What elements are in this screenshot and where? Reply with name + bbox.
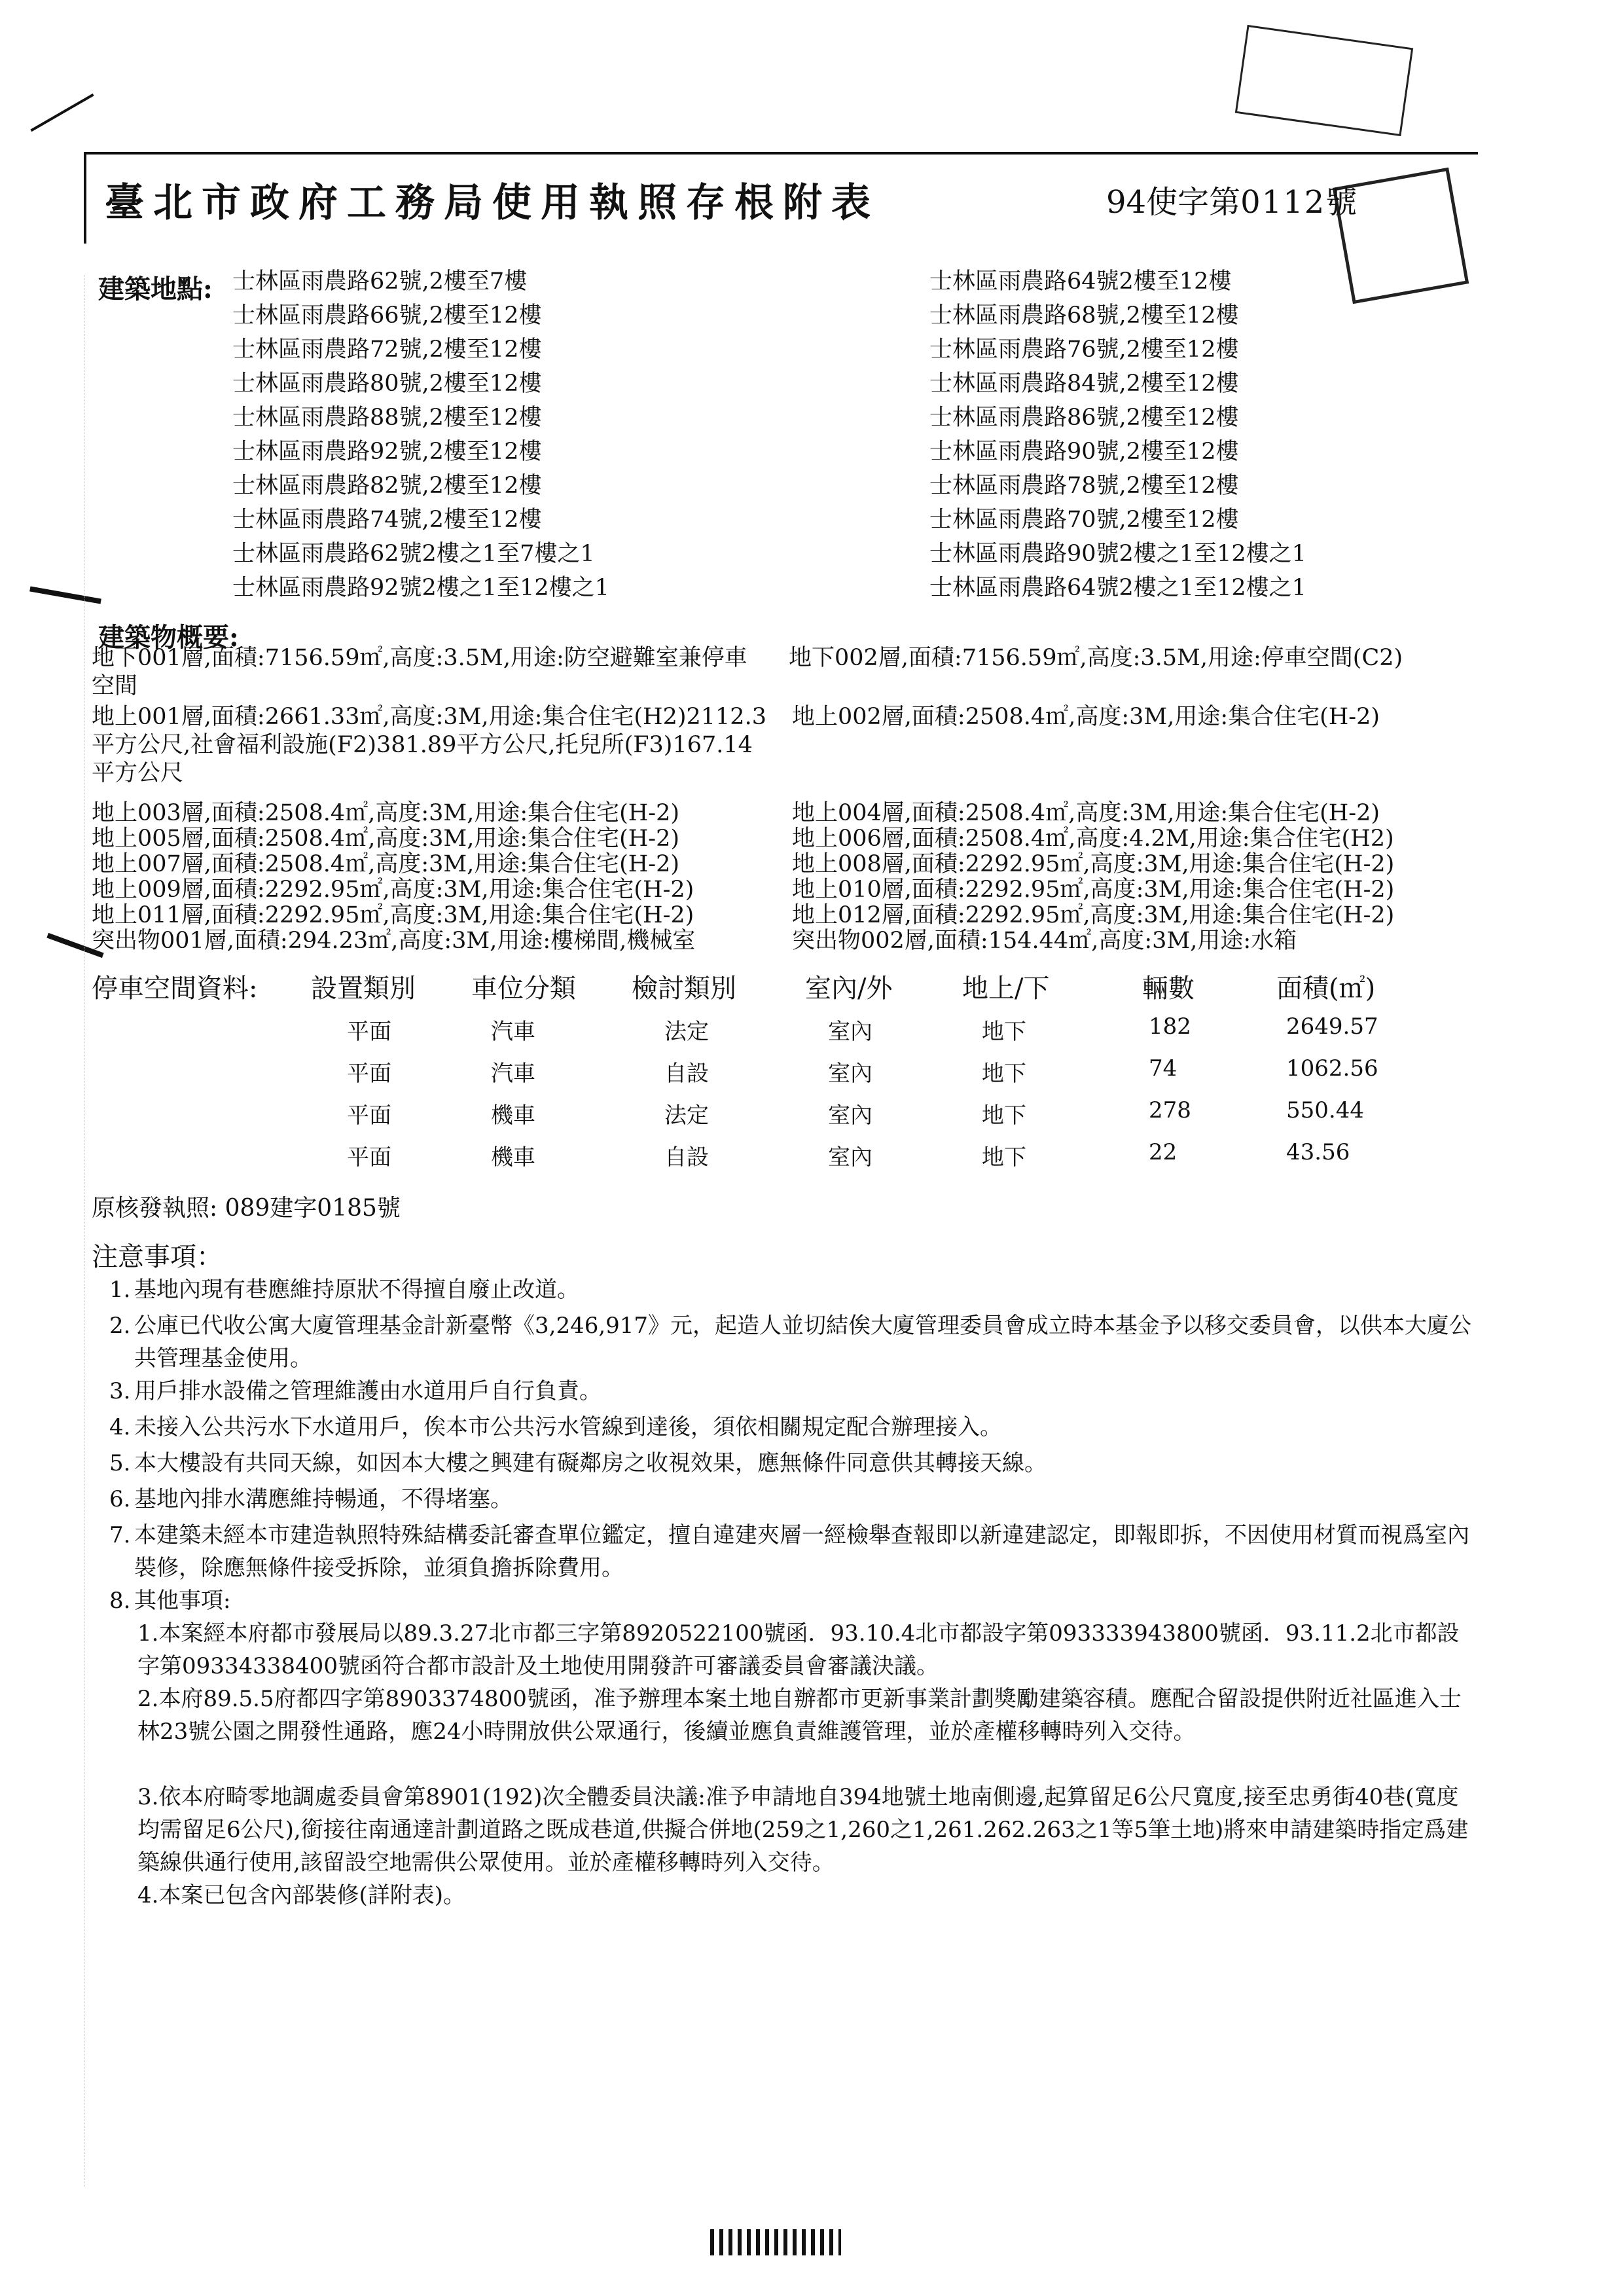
table-cell: 地下 xyxy=(982,1102,1026,1129)
note-item xyxy=(109,1483,1473,1516)
parking-column-header: 地上/下 xyxy=(962,974,1050,1004)
table-cell: 自設 xyxy=(664,1144,709,1171)
address-left-item: 士林區雨農路62號2樓之1至7樓之1 xyxy=(232,541,595,567)
address-right-item: 士林區雨農路90號2樓之1至12樓之1 xyxy=(929,541,1306,567)
table-cell: 平面 xyxy=(347,1144,391,1171)
table-cell: 平面 xyxy=(347,1019,391,1045)
table-cell: 法定 xyxy=(664,1102,709,1129)
address-right-item: 士林區雨農路64號2樓之1至12樓之1 xyxy=(929,575,1306,601)
address-left-item: 士林區雨農路74號,2樓至12樓 xyxy=(232,507,542,533)
floor-left-row: 地上011層,面積:2292.95㎡,高度:3M,用途:集合住宅(H-2) xyxy=(92,902,694,928)
floor-1-cont2: 平方公尺 xyxy=(92,760,184,786)
margin-mark xyxy=(29,587,101,604)
note-number: 2. xyxy=(109,1313,131,1339)
note-sub-item: 2.本府89.5.5府都四字第8903374800號函，准予辦理本案土地自辦都市更新事業計劃獎勵建築容積。應配合留設提供附近社區進入士林23號公園之開發性通路，應24小時開放供公眾通行，後續並應負責維護管理，並於產權移轉時列入交待。 xyxy=(137,1686,1462,1745)
note-item xyxy=(109,1411,1473,1444)
original-permit xyxy=(92,1195,401,1222)
address-right-item: 士林區雨農路84號,2樓至12樓 xyxy=(929,371,1239,397)
note-text: 基地內排水溝應維持暢通，不得堵塞。 xyxy=(134,1486,512,1512)
permit-number xyxy=(1106,177,1357,222)
table-cell: 機車 xyxy=(491,1102,535,1129)
header-rule xyxy=(84,152,1478,155)
floor-right-row: 地上010層,面積:2292.95㎡,高度:3M,用途:集合住宅(H-2) xyxy=(792,877,1395,903)
table-cell: 自設 xyxy=(664,1061,709,1087)
address-left-item: 士林區雨農路72號,2樓至12樓 xyxy=(232,337,542,363)
table-cell: 室內 xyxy=(828,1102,872,1129)
floor-right-row: 突出物002層,面積:154.44㎡,高度:3M,用途:水箱 xyxy=(792,928,1297,954)
notes-label: 注意事項： xyxy=(92,1242,223,1272)
parking-column-header: 設置類別 xyxy=(311,974,416,1004)
note-text: 公庫已代收公寓大廈管理基金計新臺幣《3,246,917》元，起造人並切結俟大廈管理委員會成立時本基金予以移交委員會，以供本大廈公共管理基金使用。 xyxy=(134,1313,1472,1372)
permit-suffix: 號 xyxy=(1325,184,1357,221)
note-text: 其他事項: xyxy=(134,1588,231,1614)
basement-1-cont: 空間 xyxy=(92,673,138,699)
note-number: 4. xyxy=(109,1414,131,1440)
parking-column-header: 車位分類 xyxy=(471,974,576,1004)
address-label: 建築地點: xyxy=(98,274,213,304)
floor-1-cont1: 平方公尺,社會福利設施(F2)381.89平方公尺,托兒所(F3)167.14 xyxy=(92,732,753,758)
note-number: 6. xyxy=(109,1486,131,1512)
table-cell: 地下 xyxy=(982,1144,1026,1171)
basement-2: 地下002層,面積:7156.59㎡,高度:3.5M,用途:停車空間(C2) xyxy=(789,645,1403,671)
table-cell: 平面 xyxy=(347,1061,391,1087)
note-text: 未接入公共污水下水道用戶，俟本市公共污水管線到達後，須依相關規定配合辦理接入。 xyxy=(134,1414,1002,1440)
parking-column-header: 面積(㎡) xyxy=(1276,974,1376,1004)
note-item xyxy=(109,1584,1473,1617)
permit-prefix: 94使字第 xyxy=(1106,184,1241,221)
note-item xyxy=(109,1519,1473,1584)
floor-right-row: 地上006層,面積:2508.4㎡,高度:4.2M,用途:集合住宅(H2) xyxy=(792,826,1394,852)
table-cell: 室內 xyxy=(828,1061,872,1087)
address-right-item: 士林區雨農路68號,2樓至12樓 xyxy=(929,302,1239,329)
table-cell: 室內 xyxy=(828,1019,872,1045)
address-right-item: 士林區雨農路64號2樓至12樓 xyxy=(929,268,1232,295)
note-text: 基地內現有巷應維持原狀不得擅自廢止改道。 xyxy=(134,1277,579,1303)
parking-column-header: 輛數 xyxy=(1142,974,1195,1004)
note-item xyxy=(109,1375,1473,1408)
floor-left-row: 地上009層,面積:2292.95㎡,高度:3M,用途:集合住宅(H-2) xyxy=(92,877,694,903)
building-label: 建築物概要: xyxy=(98,622,239,653)
note-text: 本建築未經本市建造執照特殊結構委託審查單位鑑定，擅自違建夾層一經檢舉查報即以新違建認定，即報即拆，不因使用材質而視爲室內裝修，除應無條件接受拆除，並須負擔拆除費用。 xyxy=(134,1522,1469,1581)
floor-left-row: 地上005層,面積:2508.4㎡,高度:3M,用途:集合住宅(H-2) xyxy=(92,826,680,852)
note-number: 5. xyxy=(109,1450,131,1476)
table-cell: 74 xyxy=(1149,1055,1178,1082)
parking-label: 停車空間資料: xyxy=(92,974,258,1004)
floor-right-row: 地上008層,面積:2292.95㎡,高度:3M,用途:集合住宅(H-2) xyxy=(792,851,1395,877)
address-left-item: 士林區雨農路92號2樓之1至12樓之1 xyxy=(232,575,609,601)
table-cell: 汽車 xyxy=(491,1019,535,1045)
original-permit-label: 原核發執照: xyxy=(92,1195,218,1222)
floor-right-row: 地上004層,面積:2508.4㎡,高度:3M,用途:集合住宅(H-2) xyxy=(792,800,1380,826)
address-left-item: 士林區雨農路88號,2樓至12樓 xyxy=(232,405,542,431)
bottom-barcode xyxy=(710,2229,841,2255)
table-cell: 550.44 xyxy=(1286,1097,1364,1123)
floor-right-row: 地上012層,面積:2292.95㎡,高度:3M,用途:集合住宅(H-2) xyxy=(792,902,1395,928)
top-right-stamp xyxy=(1235,25,1413,136)
address-right-item: 士林區雨農路70號,2樓至12樓 xyxy=(929,507,1239,533)
floor-left-row: 地上007層,面積:2508.4㎡,高度:3M,用途:集合住宅(H-2) xyxy=(92,851,680,877)
note-sub-item: 1.本案經本府都市發展局以89.3.27北市都三字第8920522100號函．93.10.4北市都設字第093333943800號函．93.11.2北市都設字第09334338400號函符合都市設計及土地使用開發許可審議委員會審議決議。 xyxy=(137,1620,1460,1679)
table-cell: 機車 xyxy=(491,1144,535,1171)
table-cell: 法定 xyxy=(664,1019,709,1045)
table-cell: 室內 xyxy=(828,1144,872,1171)
table-cell: 2649.57 xyxy=(1286,1013,1378,1040)
original-permit-value: 089建字0185號 xyxy=(225,1195,401,1222)
note-item xyxy=(109,1309,1473,1375)
table-cell: 平面 xyxy=(347,1102,391,1129)
table-cell: 43.56 xyxy=(1286,1139,1350,1165)
address-right-item: 士林區雨農路90號,2樓至12樓 xyxy=(929,439,1239,465)
note-text: 本大樓設有共同天線，如因本大樓之興建有礙鄰房之收視效果，應無條件同意供其轉接天線。 xyxy=(134,1450,1047,1476)
note-number: 7. xyxy=(109,1522,131,1548)
note-number: 8. xyxy=(109,1588,131,1614)
note-text: 用戶排水設備之管理維護由水道用戶自行負責。 xyxy=(134,1378,602,1404)
address-right-item: 士林區雨農路78號,2樓至12樓 xyxy=(929,473,1239,499)
permit-number-value: 0112 xyxy=(1240,184,1326,221)
table-cell: 地下 xyxy=(982,1019,1026,1045)
note-number: 3. xyxy=(109,1378,131,1404)
parking-column-header: 室內/外 xyxy=(805,974,893,1004)
address-left-item: 士林區雨農路82號,2樓至12樓 xyxy=(232,473,542,499)
floor-left-row: 地上003層,面積:2508.4㎡,高度:3M,用途:集合住宅(H-2) xyxy=(92,800,680,826)
note-number: 1. xyxy=(109,1277,131,1303)
table-cell: 1062.56 xyxy=(1286,1055,1378,1082)
basement-1: 地下001層,面積:7156.59㎡,高度:3.5M,用途:防空避難室兼停車 xyxy=(92,645,747,671)
table-cell: 278 xyxy=(1149,1097,1191,1123)
address-left-item: 士林區雨農路92號,2樓至12樓 xyxy=(232,439,542,465)
floor-2: 地上002層,面積:2508.4㎡,高度:3M,用途:集合住宅(H-2) xyxy=(792,704,1380,730)
parking-column-header: 檢討類別 xyxy=(632,974,736,1004)
frame-left-rule xyxy=(84,152,86,244)
address-right-item: 士林區雨農路86號,2樓至12樓 xyxy=(929,405,1239,431)
table-cell: 182 xyxy=(1149,1013,1191,1040)
table-cell: 汽車 xyxy=(491,1061,535,1087)
table-cell: 地下 xyxy=(982,1061,1026,1087)
address-left-item: 士林區雨農路80號,2樓至12樓 xyxy=(232,371,542,397)
corner-scribble xyxy=(30,94,94,132)
note-item xyxy=(109,1273,1473,1306)
address-left-item: 士林區雨農路62號,2樓至7樓 xyxy=(232,268,528,295)
table-cell: 22 xyxy=(1149,1139,1178,1165)
floor-left-row: 突出物001層,面積:294.23㎡,高度:3M,用途:樓梯間,機械室 xyxy=(92,928,696,954)
address-left-item: 士林區雨農路66號,2樓至12樓 xyxy=(232,302,542,329)
note-item xyxy=(109,1447,1473,1480)
page-title: 臺北市政府工務局使用執照存根附表 xyxy=(105,180,880,226)
address-right-item: 士林區雨農路76號,2樓至12樓 xyxy=(929,337,1239,363)
note-sub-item: 3.依本府畸零地調處委員會第8901(192)次全體委員決議:准予申請地自394地號土地南側邊,起算留足6公尺寬度,接至忠勇街40巷(寬度均需留足6公尺),銜接往南通達計劃道路之既成巷道,供擬合併地(259之1,260之1,261.262.263之1等5筆土地)將來申請建築時指定爲建築線供通行使用,該留設空地需供公眾使用。並於產權移轉時列入交待。 xyxy=(137,1784,1469,1876)
note-sub-item: 4.本案已包含內部裝修(詳附表)。 xyxy=(137,1882,465,1908)
floor-1: 地上001層,面積:2661.33㎡,高度:3M,用途:集合住宅(H2)2112.3 xyxy=(92,704,766,730)
